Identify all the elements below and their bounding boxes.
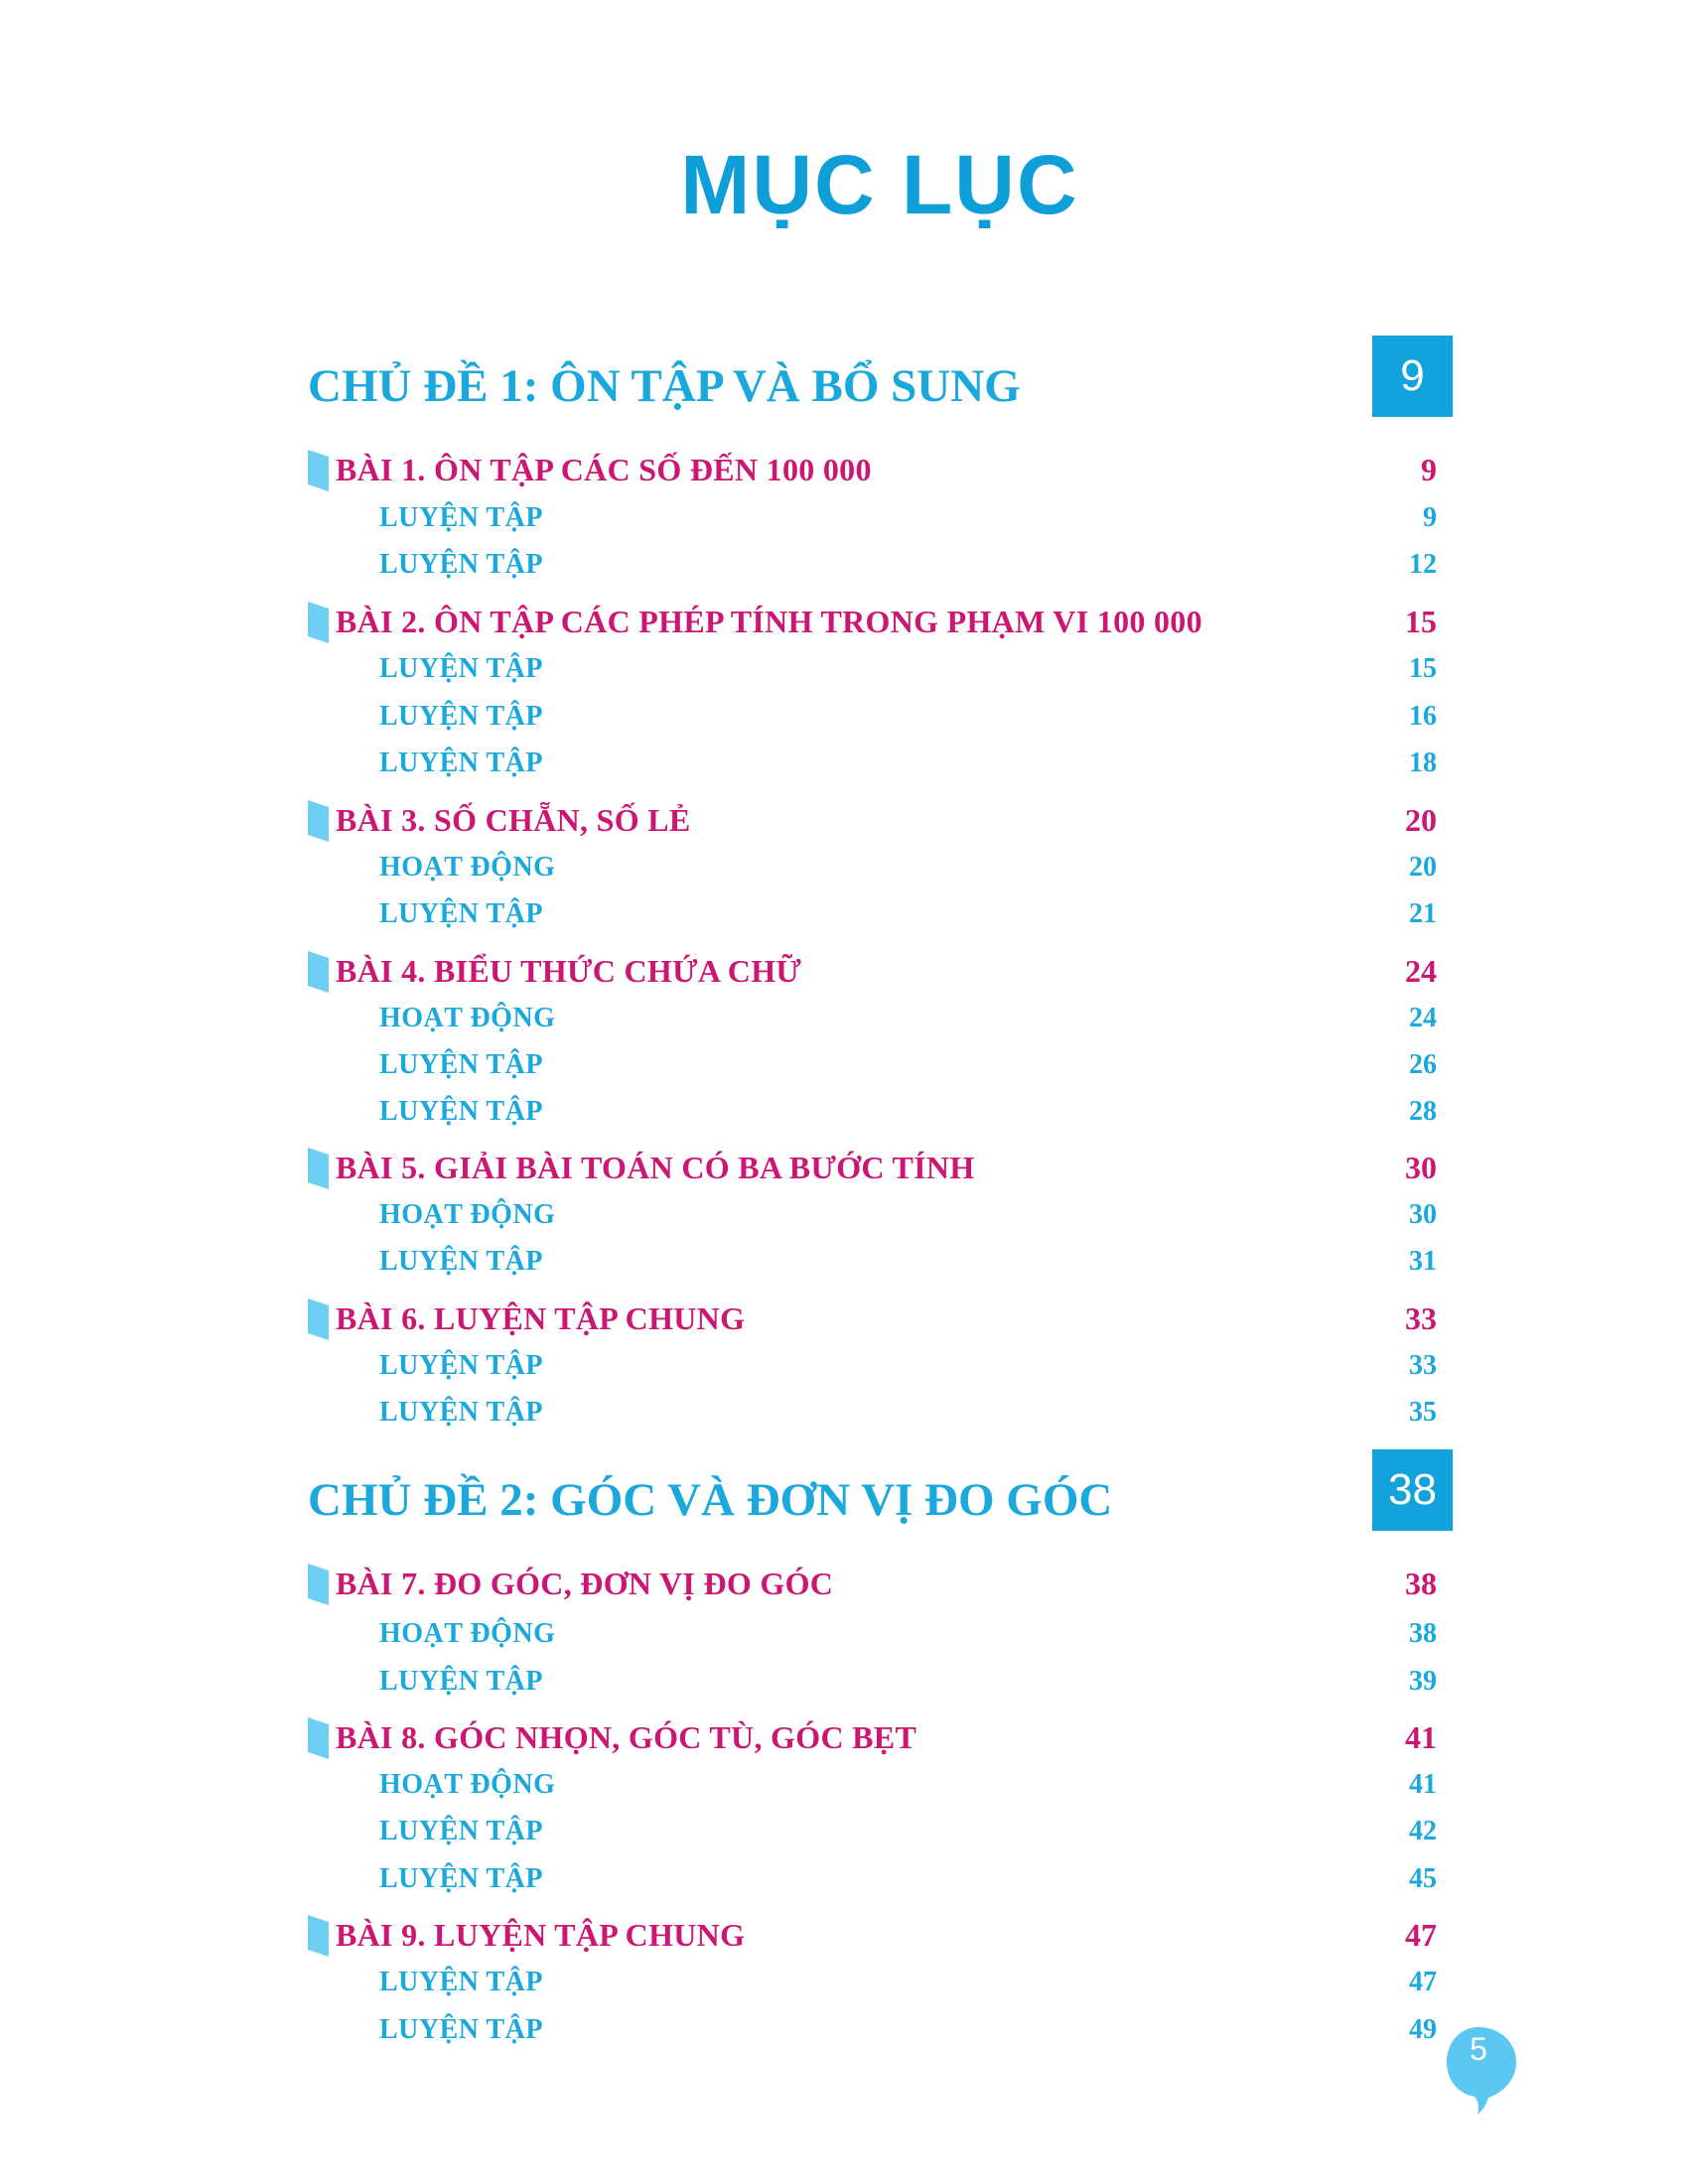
bookmark-icon [308,1564,329,1605]
lesson-title: BÀI 1. ÔN TẬP CÁC SỐ ĐẾN 100 000 [336,452,872,487]
topic-page-badge: 38 [1372,1449,1453,1531]
topic-heading[interactable] [308,336,1453,419]
lesson-title: BÀI 2. ÔN TẬP CÁC PHÉP TÍNH TRONG PHẠM VI 100 000 [336,604,1202,639]
bookmark-icon [308,450,329,491]
sub-item-row[interactable] [308,1863,1453,1899]
sub-item-row[interactable] [308,1199,1453,1235]
sub-item-row[interactable] [308,1816,1453,1851]
lesson-title: BÀI 6. LUYỆN TẬP CHUNG [336,1300,746,1336]
lesson-row[interactable] [308,1564,1453,1609]
topic-page-badge: 9 [1372,336,1453,417]
sub-item-label: LUYỆN TẬP [379,1049,544,1080]
sub-item-label: LUYỆN TẬP [379,1096,544,1127]
sub-item-label: LUYỆN TẬP [379,1816,544,1846]
bookmark-icon [308,1717,329,1759]
lesson-page: 15 [1405,604,1437,639]
lesson-title: BÀI 3. SỐ CHẴN, SỐ LẺ [336,802,691,838]
sub-item-row[interactable] [308,1246,1453,1282]
bookmark-icon [308,800,329,842]
bookmark-icon [308,1148,329,1189]
sub-item-page: 15 [1409,653,1437,684]
lesson-title: BÀI 4. BIỂU THỨC CHỨA CHỮ [336,953,802,989]
sub-item-label: LUYỆN TẬP [379,1350,544,1381]
sub-item-row[interactable] [308,1003,1453,1038]
sub-item-row[interactable] [308,1618,1453,1654]
lesson-row[interactable] [308,1298,1453,1344]
sub-item-label: LUYỆN TẬP [379,1967,544,1997]
sub-item-page: 12 [1409,549,1437,580]
lesson-row[interactable] [308,602,1453,647]
sub-item-label: LUYỆN TẬP [379,701,544,732]
sub-item-row[interactable] [308,653,1453,689]
sub-item-page: 28 [1409,1096,1437,1127]
topic-title: CHỦ ĐỀ 2: GÓC VÀ ĐƠN VỊ ĐO GÓC [308,1474,1113,1526]
lesson-row[interactable] [308,450,1453,495]
sub-item-label: LUYỆN TẬP [379,1246,544,1277]
sub-item-label: HOẠT ĐỘNG [379,1199,556,1230]
sub-item-label: HOẠT ĐỘNG [379,852,556,883]
bookmark-icon [308,1298,329,1340]
sub-item-page: 41 [1409,1769,1437,1800]
lesson-page: 30 [1405,1150,1437,1185]
sub-item-page: 42 [1409,1816,1437,1846]
sub-item-page: 24 [1409,1003,1437,1033]
sub-item-row[interactable] [308,549,1453,585]
sub-item-page: 47 [1409,1967,1437,1997]
sub-item-page: 35 [1409,1397,1437,1428]
sub-item-row[interactable] [308,748,1453,783]
sub-item-page: 18 [1409,748,1437,778]
sub-item-row[interactable] [308,1967,1453,2002]
sub-item-label: LUYỆN TẬP [379,898,544,929]
sub-item-page: 45 [1409,1863,1437,1894]
lesson-page: 20 [1405,802,1437,838]
sub-item-row[interactable] [308,1397,1453,1433]
sub-item-label: LUYỆN TẬP [379,653,544,684]
sub-item-label: HOẠT ĐỘNG [379,1003,556,1033]
bookmark-icon [308,951,329,993]
lesson-title: BÀI 9. LUYỆN TẬP CHUNG [336,1917,746,1953]
sub-item-page: 33 [1409,1350,1437,1381]
sub-item-label: LUYỆN TẬP [379,2014,544,2045]
sub-item-row[interactable] [308,1666,1453,1702]
sub-item-page: 21 [1409,898,1437,929]
sub-item-row[interactable] [308,1769,1453,1805]
sub-item-label: LUYỆN TẬP [379,1666,544,1697]
lesson-page: 24 [1405,953,1437,989]
sub-item-row[interactable] [308,2014,1453,2050]
lesson-title: BÀI 7. ĐO GÓC, ĐƠN VỊ ĐO GÓC [336,1566,834,1601]
lesson-page: 33 [1405,1300,1437,1336]
sub-item-row[interactable] [308,898,1453,934]
lesson-row[interactable] [308,951,1453,997]
bookmark-icon [308,1915,329,1957]
sub-item-label: LUYỆN TẬP [379,1397,544,1428]
sub-item-page: 49 [1409,2014,1437,2045]
page-title: MỤC LỤC [680,138,1079,231]
sub-item-label: LUYỆN TẬP [379,502,544,533]
sub-item-label: LUYỆN TẬP [379,1863,544,1894]
lesson-page: 9 [1421,452,1437,487]
sub-item-page: 31 [1409,1246,1437,1277]
sub-item-page: 26 [1409,1049,1437,1080]
lesson-title: BÀI 5. GIẢI BÀI TOÁN CÓ BA BƯỚC TÍNH [336,1150,975,1185]
sub-item-row[interactable] [308,852,1453,887]
sub-item-row[interactable] [308,1350,1453,1386]
lesson-title: BÀI 8. GÓC NHỌN, GÓC TÙ, GÓC BẸT [336,1719,917,1755]
sub-item-page: 38 [1409,1618,1437,1649]
topic-heading[interactable] [308,1449,1453,1533]
sub-item-label: LUYỆN TẬP [379,549,544,580]
sub-item-label: LUYỆN TẬP [379,748,544,778]
lesson-row[interactable] [308,1148,1453,1193]
sub-item-page: 20 [1409,852,1437,883]
sub-item-page: 9 [1423,502,1437,533]
lesson-row[interactable] [308,800,1453,846]
topic-title: CHỦ ĐỀ 1: ÔN TẬP VÀ BỔ SUNG [308,360,1021,412]
sub-item-row[interactable] [308,701,1453,737]
page-number: 5 [1470,2031,1487,2067]
sub-item-label: HOẠT ĐỘNG [379,1618,556,1649]
lesson-page: 41 [1405,1719,1437,1755]
sub-item-row[interactable] [308,502,1453,538]
sub-item-page: 39 [1409,1666,1437,1697]
sub-item-row[interactable] [308,1049,1453,1085]
bookmark-icon [308,602,329,643]
sub-item-page: 30 [1409,1199,1437,1230]
sub-item-label: HOẠT ĐỘNG [379,1769,556,1800]
lesson-row[interactable] [308,1717,1453,1763]
sub-item-row[interactable] [308,1096,1453,1132]
lesson-page: 47 [1405,1917,1437,1953]
sub-item-page: 16 [1409,701,1437,732]
lesson-page: 38 [1405,1566,1437,1601]
lesson-row[interactable] [308,1915,1453,1961]
